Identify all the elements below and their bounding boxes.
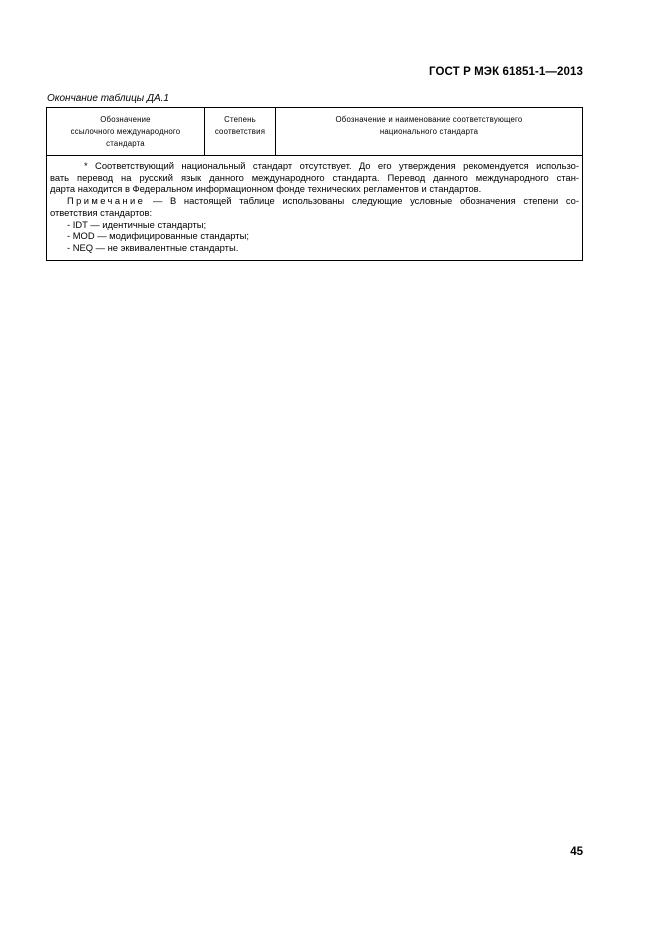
footnote-line: вать перевод на русский язык данного международного стандарта. Перевод данного международного стан- xyxy=(50,171,579,183)
standards-table xyxy=(46,107,583,261)
table-caption: Окончание таблицы ДА.1 xyxy=(47,93,169,104)
column-header-degree xyxy=(205,108,276,156)
header-line: ссылочного международного xyxy=(70,127,181,136)
table-footnote-row xyxy=(47,156,583,261)
column-header-national-standard xyxy=(276,108,583,156)
header-line: Обозначение и наименование соответствующего xyxy=(335,115,523,124)
document-header: ГОСТ Р МЭК 61851-1—2013 xyxy=(429,66,583,78)
degree-item-idt: - IDT — идентичные стандарты; xyxy=(67,218,207,230)
header-line: стандарта xyxy=(106,139,145,148)
footnote-line: дарта находится в Федеральном информационном фонде технических регламентов и стандартов. xyxy=(50,183,482,195)
note-label: Примечание xyxy=(67,195,146,207)
table-footnote-cell xyxy=(47,156,583,261)
footnote-line: * Соответствующий национальный стандарт отсутствует. До его утверждения рекомендуется использо- xyxy=(84,160,579,171)
note-line: ответствия стандартов: xyxy=(50,206,153,218)
degree-item-neq: - NEQ — не эквивалентные стандарты. xyxy=(67,241,239,253)
note-text: — В настоящей таблице использованы следующие условные обозначения степени со- xyxy=(145,195,579,207)
note-line xyxy=(50,195,579,207)
header-line: Степень xyxy=(224,115,256,124)
table-header-row xyxy=(47,108,583,156)
degree-item-mod: - MOD — модифицированные стандарты; xyxy=(67,230,249,242)
column-header-reference-standard xyxy=(47,108,205,156)
header-line: национального стандарта xyxy=(379,127,479,136)
header-line: Обозначение xyxy=(100,115,151,124)
page-number: 45 xyxy=(570,846,583,858)
header-line: соответствия xyxy=(214,127,266,136)
